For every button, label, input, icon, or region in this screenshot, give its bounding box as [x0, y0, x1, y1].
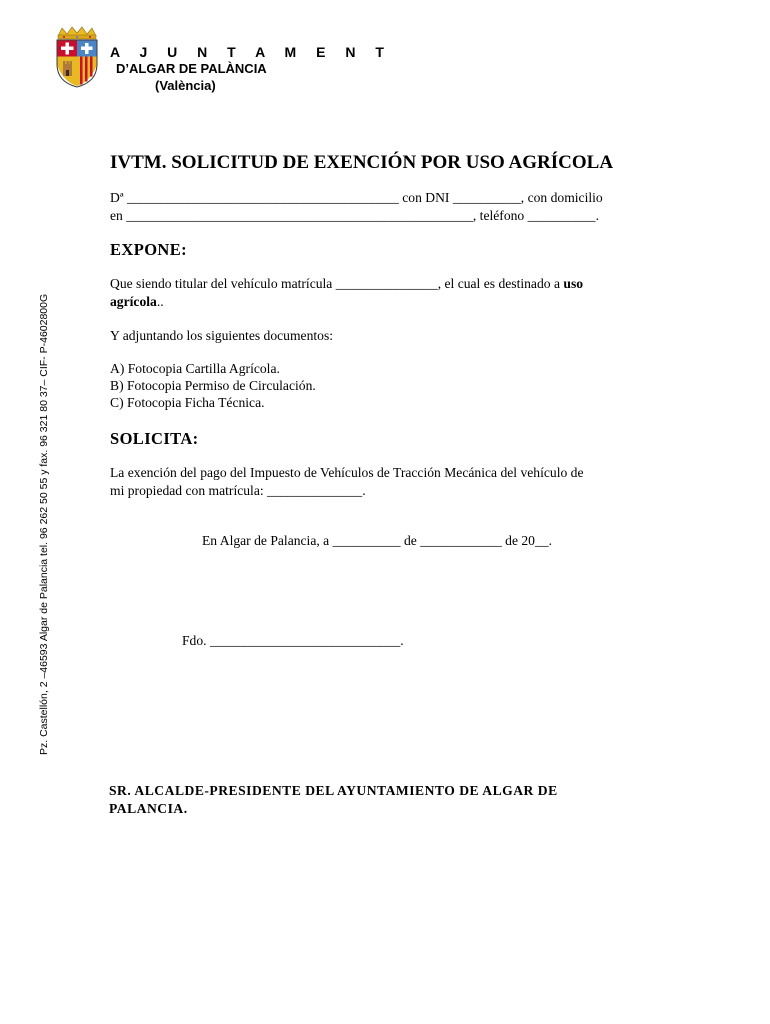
vehicle-statement-line-2 — [110, 293, 164, 311]
addressee — [109, 782, 558, 818]
signature-line: Fdo. ____________________________. — [182, 633, 404, 648]
vehicle-use-bold: uso — [563, 276, 584, 291]
addressee-line-2: PALANCIA. — [109, 801, 188, 816]
municipality-header — [110, 44, 392, 94]
applicant-line-1: Dª ________________________________________ con DNI __________, con domicilio — [110, 190, 603, 205]
expone-heading: EXPONE: — [110, 240, 188, 259]
vehicle-use-bold-2: agrícola — [110, 294, 157, 309]
document-item: C) Fotocopia Ficha Técnica. — [110, 395, 265, 410]
document-item: B) Fotocopia Permiso de Circulación. — [110, 378, 316, 393]
page-title: IVTM. SOLICITUD DE EXENCIÓN POR USO AGRÍCOLA — [110, 152, 614, 173]
request-line-2: mi propiedad con matrícula: ______________. — [110, 483, 366, 498]
applicant-line-2: en ___________________________________________________, teléfono __________. — [110, 208, 599, 223]
municipality-place: D’ALGAR DE PALÀNCIA — [116, 61, 267, 76]
municipality-name: A J U N T A M E N T — [110, 44, 392, 60]
sidebar-address: Pz. Castellón, 2 –46593 Algar de Palancia tel. 96 262 50 55 y fax. 96 321 80 37– CIF- P-4602800G — [38, 293, 50, 755]
documents-intro: Y adjuntando los siguientes documentos: — [110, 328, 334, 343]
municipality-region: (València) — [155, 78, 216, 93]
solicita-heading: SOLICITA: — [110, 429, 199, 448]
vehicle-statement-end: .. — [156, 294, 164, 309]
vehicle-statement-text: Que siendo titular del vehículo matrícula _______________, el cual es destinado a — [110, 276, 564, 291]
document-item: A) Fotocopia Cartilla Agrícola. — [110, 361, 280, 376]
request-line-1: La exención del pago del Impuesto de Vehículos de Tracción Mecánica del vehículo de — [110, 465, 584, 480]
vehicle-statement-line-1 — [110, 275, 583, 293]
date-line: En Algar de Palancia, a __________ de ____________ de 20__. — [202, 533, 552, 548]
coat-of-arms-logo — [54, 26, 100, 88]
addressee-line-1: SR. ALCALDE-PRESIDENTE DEL AYUNTAMIENTO DE ALGAR DE — [109, 783, 558, 798]
